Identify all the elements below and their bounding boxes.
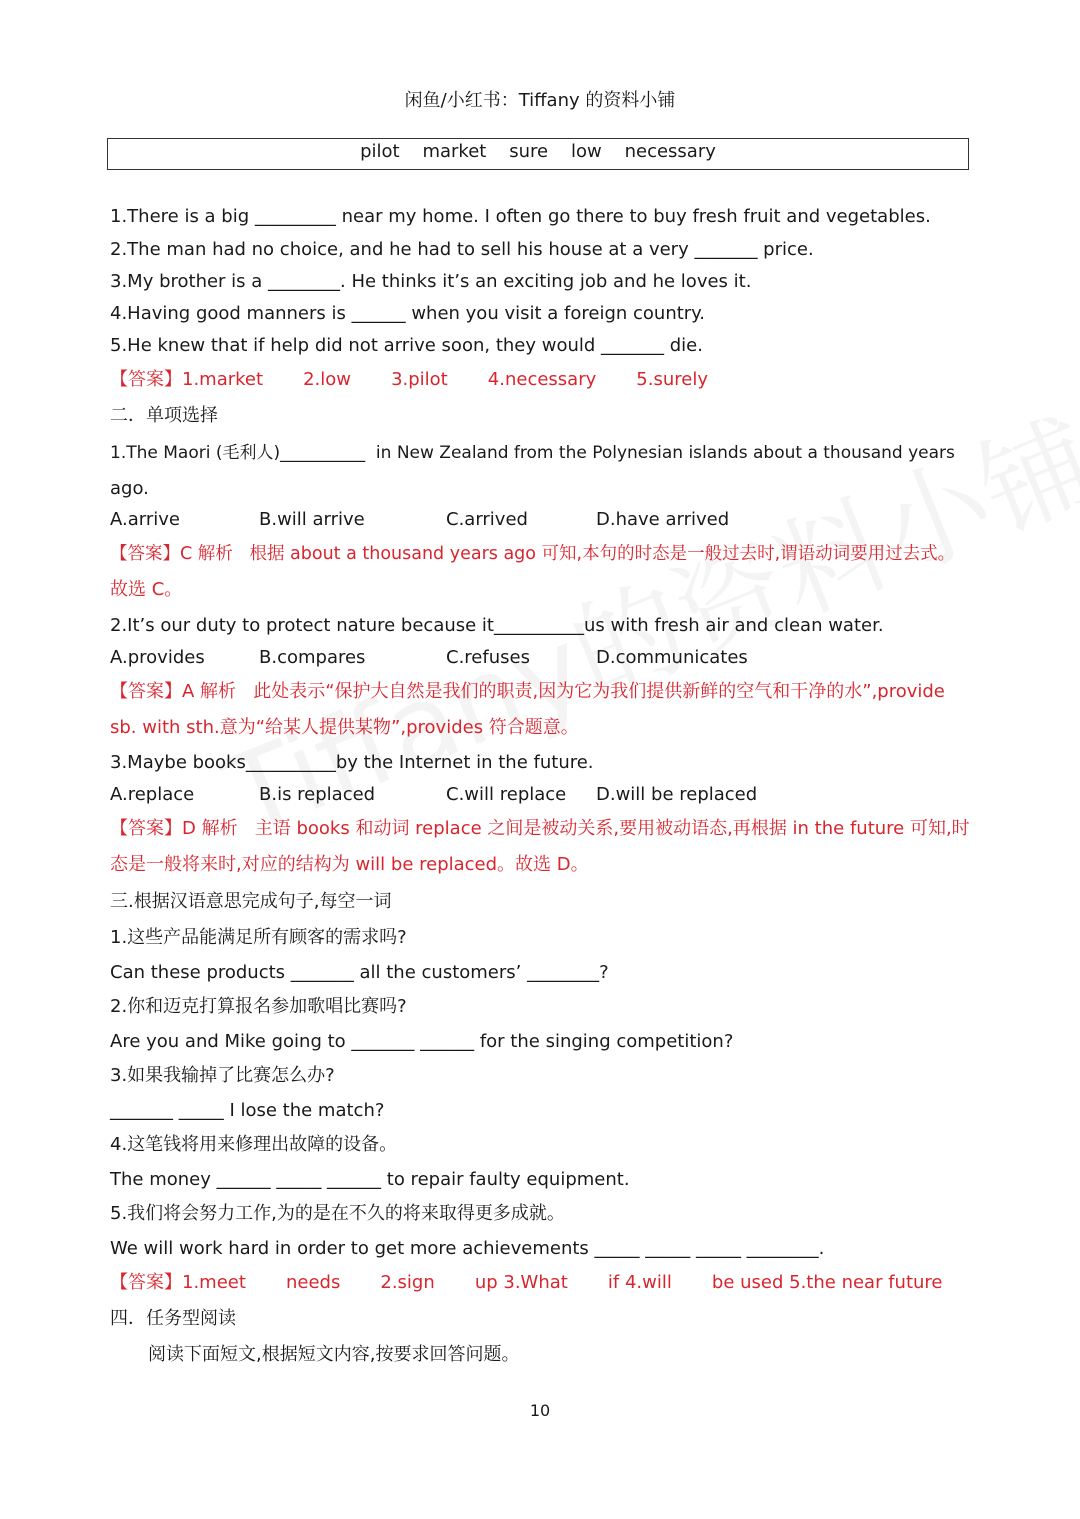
s3-q4-chinese: 4.这笔钱将用来修理出故障的设备。 xyxy=(110,1134,398,1155)
s2-q3-answer-line1: 【答案】D 解析 主语 books 和动词 replace 之间是被动关系,要用被动语态,再根据 in the future 可知,时 xyxy=(110,818,970,839)
s2-q1-line1: 1.The Maori (毛利人)__________ in New Zealand from the Polynesian islands about a thousand years xyxy=(110,443,955,463)
s2-q3-option-d: D.will be replaced xyxy=(596,784,758,805)
s1-question-3: 3.My brother is a ________. He thinks it’s an exciting job and he loves it. xyxy=(110,271,752,292)
s2-q1-answer-line1: 【答案】C 解析 根据 about a thousand years ago 可知,本句的时态是一般过去时,谓语动词要用过去式。 xyxy=(110,544,956,564)
s1-answer: 【答案】1.market 2.low 3.pilot 4.necessary 5.surely xyxy=(110,369,708,390)
s4-title: 四．任务型阅读 xyxy=(110,1308,236,1329)
s2-q1-line2: ago. xyxy=(110,478,149,499)
s3-q1-chinese: 1.这些产品能满足所有顾客的需求吗? xyxy=(110,927,407,948)
s3-q1-english: Can these products _______ all the customers’ ________? xyxy=(110,962,609,983)
s1-question-1: 1.There is a big _________ near my home. I often go there to buy fresh fruit and vegetables. xyxy=(110,206,931,227)
s2-q2-answer-line1: 【答案】A 解析 此处表示“保护大自然是我们的职责,因为它为我们提供新鲜的空气和干净的水”,provide xyxy=(110,681,945,702)
s1-question-5: 5.He knew that if help did not arrive soon, they would _______ die. xyxy=(110,335,703,356)
s3-answer: 【答案】1.meet needs 2.sign up 3.What if 4.will be used 5.the near future xyxy=(110,1272,943,1293)
s2-q2-answer-line2: sb. with sth.意为“给某人提供某物”,provides 符合题意。 xyxy=(110,717,579,738)
s2-q1-option-d: D.have arrived xyxy=(596,509,730,530)
s3-q4-english: The money ______ _____ ______ to repair faulty equipment. xyxy=(110,1169,630,1190)
page-header: 闲鱼/小红书：Tiffany 的资料小铺 xyxy=(404,90,676,111)
page-number: 10 xyxy=(529,1401,551,1420)
s2-q2-option-a: A.provides xyxy=(110,647,205,668)
s3-q3-english: _______ _____ I lose the match? xyxy=(110,1100,385,1121)
s2-q1-answer-line2: 故选 C。 xyxy=(110,579,183,600)
s1-question-2: 2.The man had no choice, and he had to sell his house at a very _______ price. xyxy=(110,239,814,260)
s3-q2-chinese: 2.你和迈克打算报名参加歌唱比赛吗? xyxy=(110,996,407,1017)
s2-q1-option-c: C.arrived xyxy=(446,509,528,530)
s2-title: 二．单项选择 xyxy=(110,405,218,426)
s2-q2-option-d: D.communicates xyxy=(596,647,748,668)
s3-q2-english: Are you and Mike going to _______ ______ for the singing competition? xyxy=(110,1031,734,1052)
s2-q2-option-b: B.compares xyxy=(259,647,366,668)
s2-q2-option-c: C.refuses xyxy=(446,647,530,668)
s3-q5-chinese: 5.我们将会努力工作,为的是在不久的将来取得更多成就。 xyxy=(110,1203,565,1224)
s2-q3-option-c: C.will replace xyxy=(446,784,567,805)
s2-q1-option-b: B.will arrive xyxy=(259,509,365,530)
s1-question-4: 4.Having good manners is ______ when you visit a foreign country. xyxy=(110,303,705,324)
word-bank-box: pilot market sure low necessary xyxy=(107,138,969,170)
s2-q3-answer-line2: 态是一般将来时,对应的结构为 will be replaced。故选 D。 xyxy=(110,854,589,875)
s2-q2-line1: 2.It’s our duty to protect nature because it__________us with fresh air and clean water. xyxy=(110,615,884,636)
s2-q3-option-a: A.replace xyxy=(110,784,195,805)
s4-instruction: 阅读下面短文,根据短文内容,按要求回答问题。 xyxy=(148,1344,520,1365)
s2-q1-option-a: A.arrive xyxy=(110,509,180,530)
s2-q3-option-b: B.is replaced xyxy=(259,784,376,805)
s3-q5-english: We will work hard in order to get more achievements _____ _____ _____ ________. xyxy=(110,1238,825,1259)
s3-title: 三.根据汉语意思完成句子,每空一词 xyxy=(110,891,392,912)
s2-q3-line1: 3.Maybe books__________by the Internet in the future. xyxy=(110,752,594,773)
s3-q3-chinese: 3.如果我输掉了比赛怎么办? xyxy=(110,1065,335,1086)
